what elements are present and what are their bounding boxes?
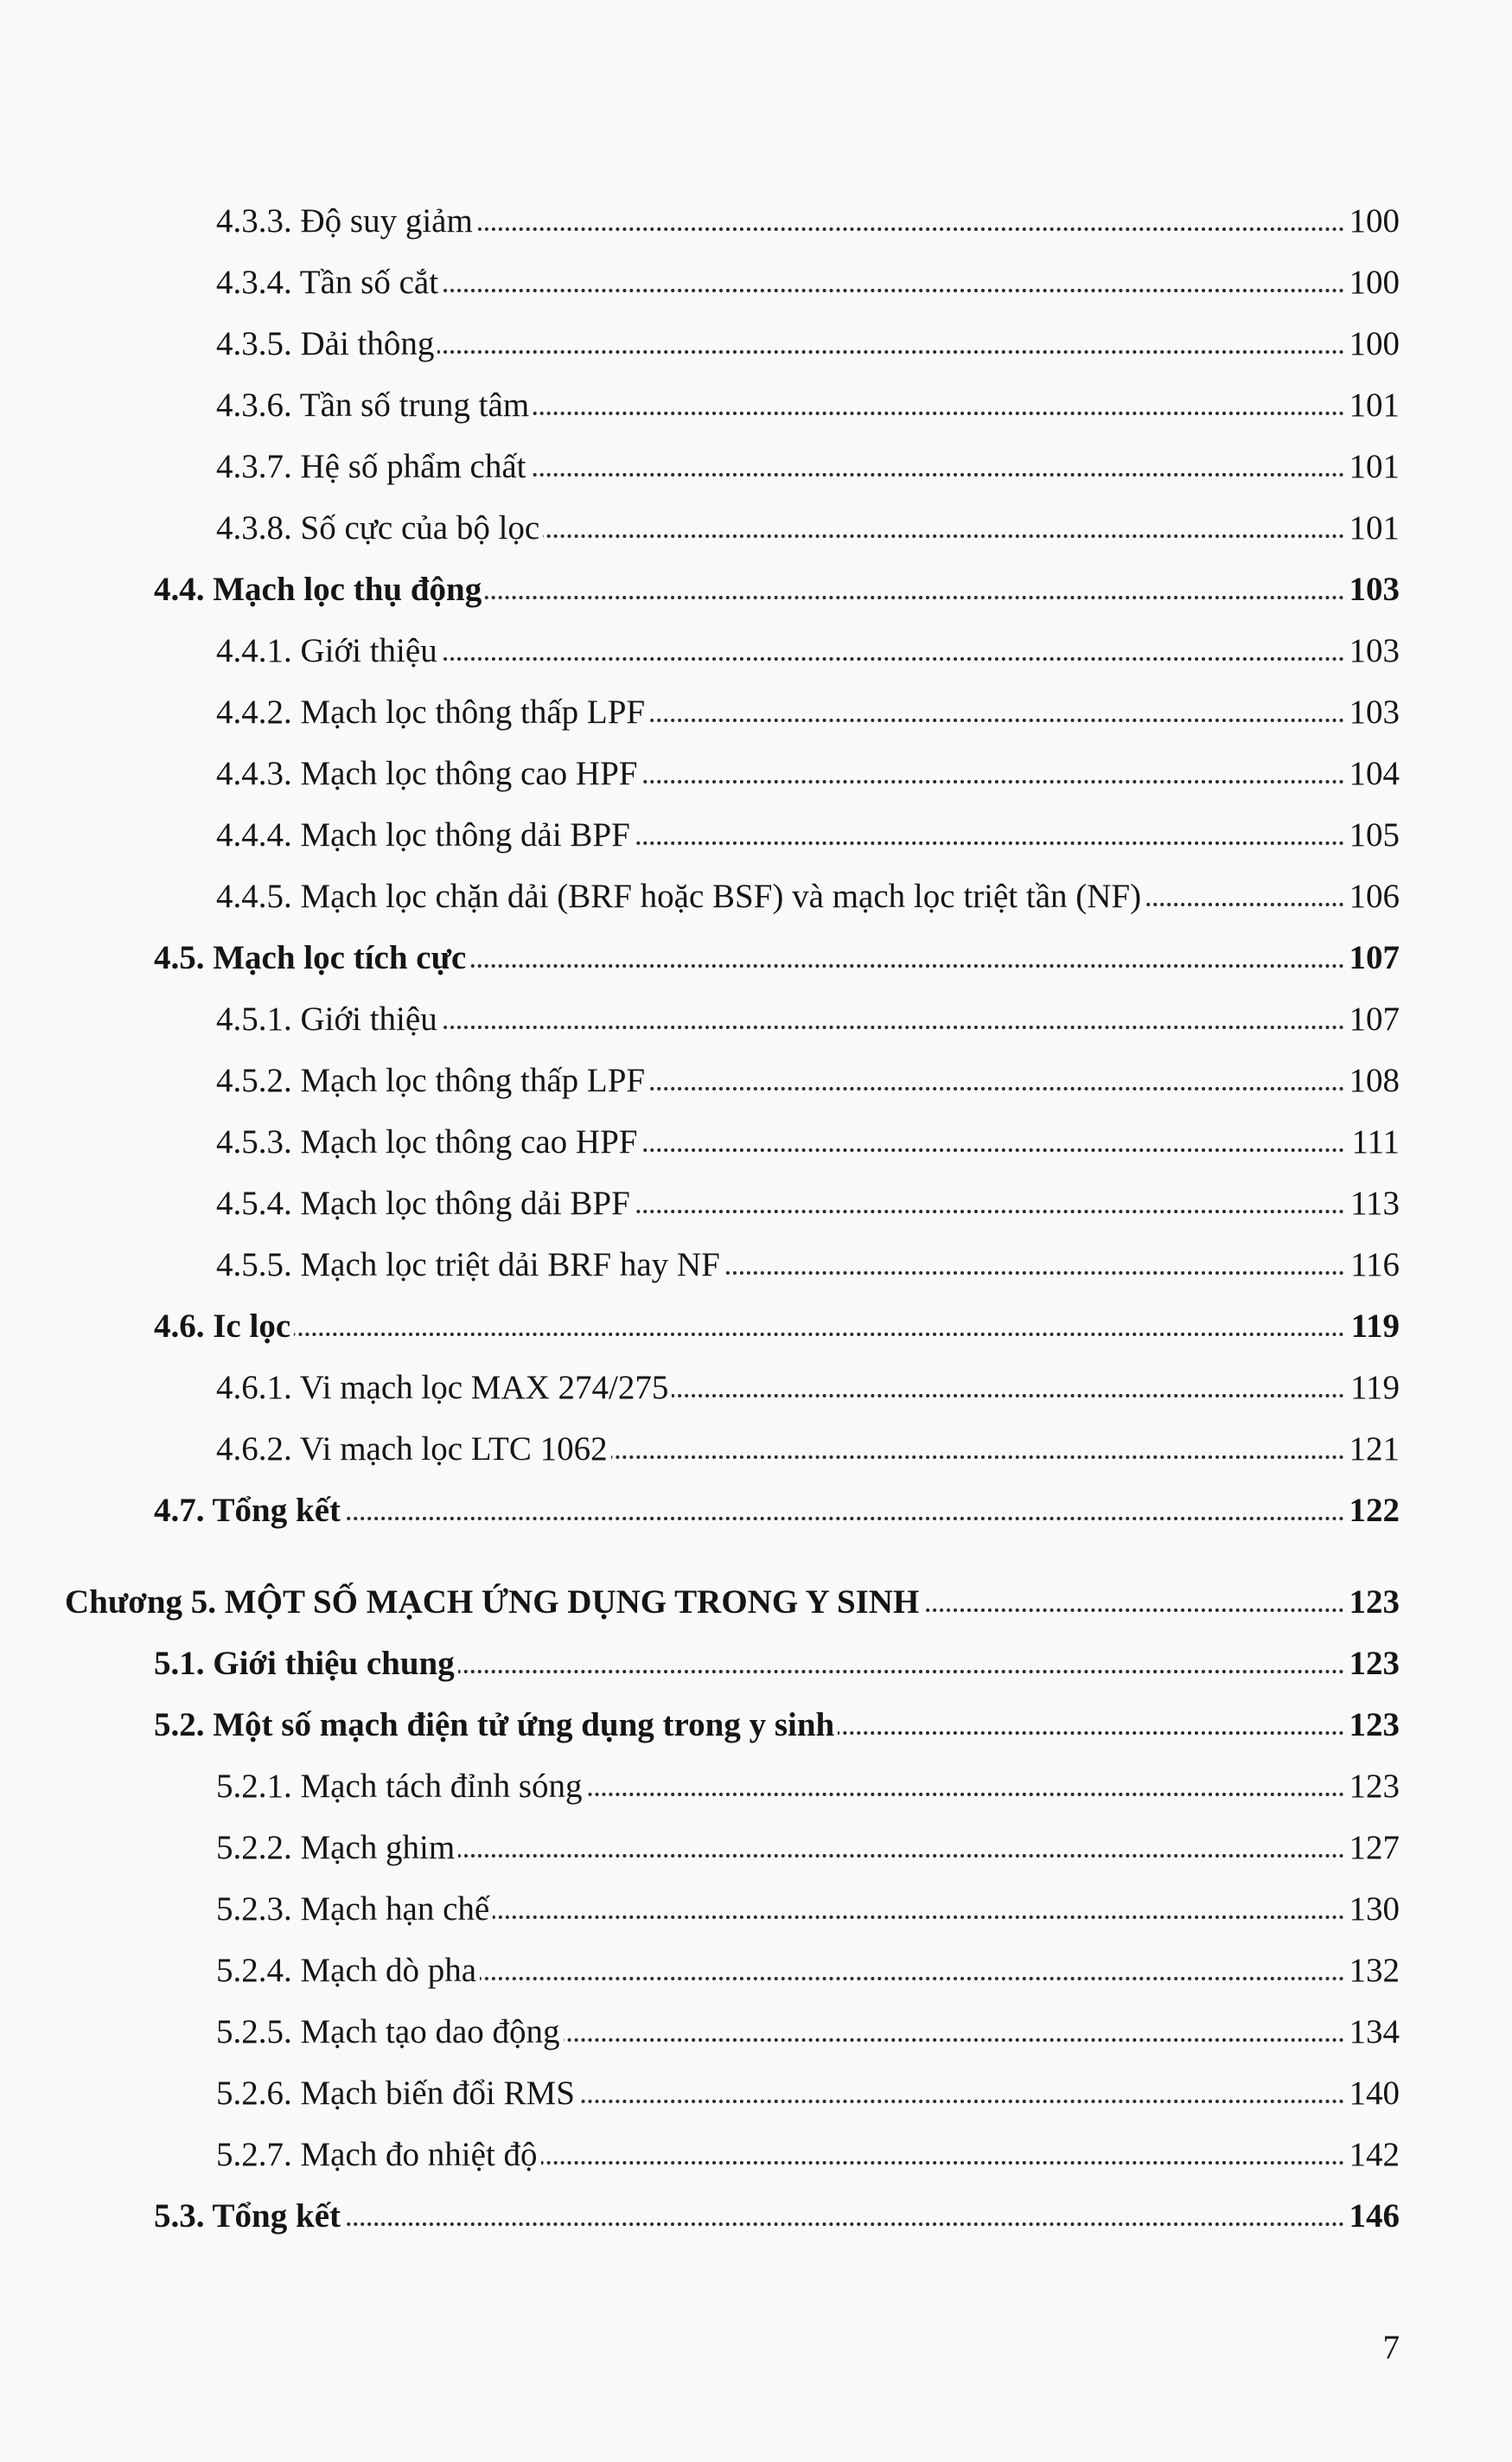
toc-subsection-entry [0, 434, 1512, 496]
toc-subsection-entry [0, 987, 1512, 1048]
toc-entry-page: 100 [1344, 265, 1400, 299]
toc-section-entry [0, 1294, 1512, 1355]
toc-entry-page: 103 [1344, 572, 1400, 606]
toc-subsection-entry [0, 2122, 1512, 2184]
toc-entry-page: 101 [1344, 450, 1400, 483]
toc-subsection-entry [0, 250, 1512, 311]
toc-entry-title: 5.3. Tổng kết [154, 2199, 344, 2233]
toc-entry-page: 107 [1344, 941, 1400, 975]
toc-entry-page: 121 [1344, 1432, 1400, 1466]
toc-section-entry [0, 2184, 1512, 2245]
toc-entry-title: 4.4. Mạch lọc thụ động [154, 572, 485, 606]
toc-subsection-entry [0, 1109, 1512, 1171]
toc-subsection-entry [0, 1999, 1512, 2061]
toc-entry-page: 140 [1344, 2076, 1400, 2110]
toc-section-entry [0, 557, 1512, 618]
toc-entry-page: 132 [1344, 1954, 1400, 1987]
toc-subsection-entry [0, 1355, 1512, 1416]
toc-entry-title: 4.3.8. Số cực của bộ lọc [216, 511, 543, 545]
toc-entry-page: 130 [1344, 1892, 1400, 1926]
toc-entry-title: 4.4.3. Mạch lọc thông cao HPF [216, 757, 641, 790]
toc-entry-page: 122 [1344, 1493, 1400, 1527]
toc-entry-page: 105 [1344, 818, 1400, 852]
toc-entry-title: 5.2. Một số mạch điện tử ứng dụng trong y sinh [154, 1708, 838, 1742]
toc-section-entry [0, 925, 1512, 987]
toc-entry-page: 116 [1345, 1248, 1400, 1282]
toc-subsection-entry [0, 1048, 1512, 1109]
toc-entry-title: 4.5.3. Mạch lọc thông cao HPF [216, 1125, 641, 1159]
toc-subsection-entry [0, 1416, 1512, 1478]
toc-entry-page: 103 [1344, 695, 1400, 729]
toc-entry-page: 123 [1344, 1585, 1400, 1619]
toc-entry-page: 113 [1345, 1186, 1400, 1220]
toc-entry-page: 101 [1344, 388, 1400, 422]
toc-subsection-entry [0, 311, 1512, 373]
toc-entry-title: 4.4.2. Mạch lọc thông thấp LPF [216, 695, 648, 729]
toc-entry-title: 4.5. Mạch lọc tích cực [154, 941, 469, 975]
toc-section-entry [0, 1631, 1512, 1692]
toc-entry-page: 119 [1345, 1371, 1400, 1404]
toc-entry-page: 104 [1344, 757, 1400, 790]
toc-entry-page: 119 [1346, 1309, 1400, 1343]
page-number: 7 [1382, 2329, 1400, 2366]
toc-entry-title: 4.6. Ic lọc [154, 1309, 294, 1343]
toc-subsection-entry [0, 618, 1512, 680]
toc-entry-page: 108 [1344, 1064, 1400, 1097]
toc-entry-page: 100 [1344, 204, 1400, 238]
toc-entry-title: 5.1. Giới thiệu chung [154, 1647, 458, 1680]
toc-subsection-entry [0, 496, 1512, 557]
toc-entry-page: 127 [1344, 1831, 1400, 1864]
toc-entry-page: 123 [1344, 1708, 1400, 1742]
toc-subsection-entry [0, 1171, 1512, 1232]
toc-chapter-entry [0, 1539, 1512, 1631]
toc-entry-page: 146 [1344, 2199, 1400, 2233]
toc-subsection-entry [0, 1754, 1512, 1815]
toc-entry-title: 4.4.1. Giới thiệu [216, 634, 441, 668]
toc-entry-title: 4.3.4. Tần số cắt [216, 265, 442, 299]
toc-entry-title: 4.7. Tổng kết [154, 1493, 344, 1527]
toc-entry-title: 4.5.1. Giới thiệu [216, 1002, 441, 1036]
toc-subsection-entry [0, 373, 1512, 434]
toc-entry-title: 4.6.1. Vi mạch lọc MAX 274/275 [216, 1371, 672, 1404]
toc-entry-page: 100 [1344, 327, 1400, 361]
toc-section-entry [0, 1692, 1512, 1754]
toc-entry-title: 4.6.2. Vi mạch lọc LTC 1062 [216, 1432, 611, 1466]
toc-entry-title: 4.5.5. Mạch lọc triệt dải BRF hay NF [216, 1248, 724, 1282]
toc-subsection-entry [0, 680, 1512, 741]
toc-entry-page: 107 [1344, 1002, 1400, 1036]
toc-entry-page: 134 [1344, 2015, 1400, 2049]
toc-subsection-entry [0, 864, 1512, 925]
toc-entry-title: 5.2.2. Mạch ghim [216, 1831, 458, 1864]
toc-subsection-entry [0, 741, 1512, 803]
toc-subsection-entry [0, 1877, 1512, 1938]
toc-entry-page: 101 [1344, 511, 1400, 545]
toc-entry-page: 106 [1344, 879, 1400, 913]
toc-entry-title: 4.4.5. Mạch lọc chặn dải (BRF hoặc BSF) và mạch lọc triệt tần (NF) [216, 879, 1145, 913]
toc-subsection-entry [0, 189, 1512, 250]
toc-section-entry [0, 1478, 1512, 1539]
toc-entry-title: 5.2.4. Mạch dò pha [216, 1954, 480, 1987]
dot-leader [154, 1333, 1400, 1336]
toc-subsection-entry [0, 2061, 1512, 2122]
toc-entry-page: 142 [1344, 2138, 1400, 2171]
toc-entry-title: 5.2.6. Mạch biến đổi RMS [216, 2076, 578, 2110]
toc-entry-title: 4.3.3. Độ suy giảm [216, 204, 476, 238]
toc-subsection-entry [0, 1815, 1512, 1877]
toc-entry-title: Chương 5. MỘT SỐ MẠCH ỨNG DỤNG TRONG Y SINH [65, 1585, 922, 1619]
toc-entry-title: 5.2.3. Mạch hạn chế [216, 1892, 493, 1926]
toc-entry-title: 4.5.2. Mạch lọc thông thấp LPF [216, 1064, 648, 1097]
toc-entry-title: 4.3.7. Hệ số phẩm chất [216, 450, 530, 483]
toc-entry-page: 103 [1344, 634, 1400, 668]
table-of-contents [0, 189, 1512, 2245]
toc-entry-title: 5.2.1. Mạch tách đỉnh sóng [216, 1769, 586, 1803]
toc-entry-title: 5.2.7. Mạch đo nhiệt độ [216, 2138, 541, 2171]
toc-entry-title: 5.2.5. Mạch tạo dao động [216, 2015, 564, 2049]
toc-subsection-entry [0, 803, 1512, 864]
toc-entry-title: 4.5.4. Mạch lọc thông dải BPF [216, 1186, 634, 1220]
toc-entry-title: 4.3.6. Tần số trung tâm [216, 388, 533, 422]
toc-entry-page: 111 [1346, 1125, 1400, 1159]
toc-subsection-entry [0, 1232, 1512, 1294]
toc-entry-title: 4.3.5. Dải thông [216, 327, 437, 361]
toc-entry-page: 123 [1344, 1769, 1400, 1803]
toc-entry-title: 4.4.4. Mạch lọc thông dải BPF [216, 818, 634, 852]
toc-subsection-entry [0, 1938, 1512, 1999]
toc-entry-page: 123 [1344, 1647, 1400, 1680]
